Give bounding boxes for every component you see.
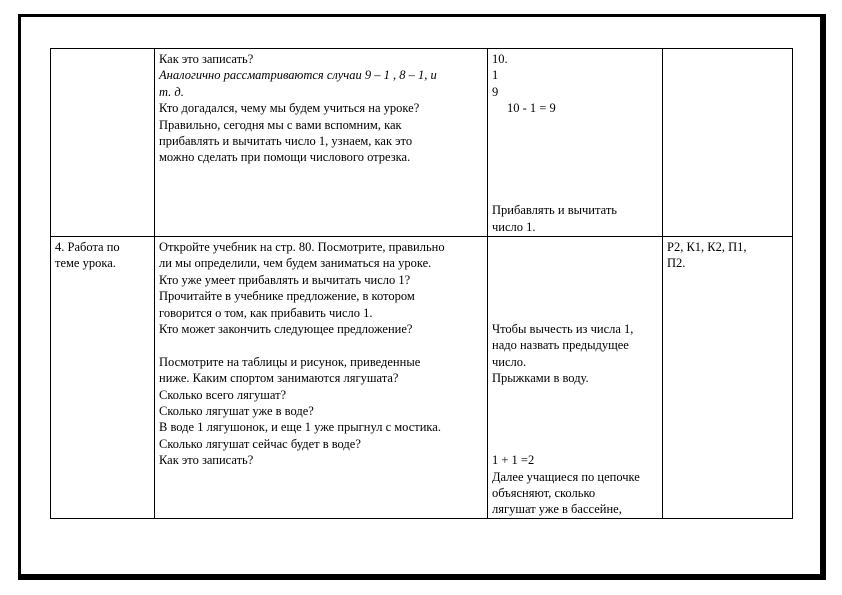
text-line: Как это записать? [159,52,254,66]
text-line: 10 - 1 = 9 [507,101,556,116]
text-line: Посмотрите на таблицы и рисунок, приведенные [159,354,421,369]
text-line: В воде 1 лягушонок, и еще 1 уже прыгнул с мостика. [159,420,441,435]
text-line: 4. Работа по [55,240,120,254]
stage-cell [51,49,155,237]
text-line: Кто уже умеет прибавлять и вычитать число 1? [159,272,411,287]
text-line: ли мы определили, чем будем заниматься на уроке. [159,256,432,271]
competencies-cell [663,49,793,237]
text-line: Далее учащиеся по цепочке [492,469,640,484]
text-line: Сколько всего лягушат? [159,387,287,402]
text-line: можно сделать при помощи числового отрезка. [159,150,411,165]
text-line: прибавлять и вычитать число 1, узнаем, как это [159,134,413,149]
text-line: Откройте учебник на стр. 80. Посмотрите, правильно [159,240,445,254]
student-activity-cell [488,49,663,237]
text-line: 1 + 1 =2 [492,453,535,468]
text-line: 10. [492,52,508,66]
text-line: ниже. Каким спортом занимаются лягушата? [159,371,399,386]
text-line: Сколько лягушат уже в воде? [159,404,314,419]
text-line: теме урока. [55,256,116,271]
text-line: Р2, К1, К2, П1, [667,240,747,254]
text-line: Аналогично рассматриваются случаи 9 – 1 , 8 – 1, и [159,68,437,83]
text-line: Прыжками в воду. [492,371,589,386]
table-row [51,237,793,519]
text-line: Кто может закончить следующее предложение? [159,322,413,337]
text-line: Чтобы вычесть из числа 1, [492,321,634,336]
stage-cell [51,237,155,519]
text-line: Сколько лягушат сейчас будет в воде? [159,436,361,451]
text-line: Правильно, сегодня мы с вами вспомним, как [159,117,402,132]
teacher-activity-cell [155,49,488,237]
text-line: П2. [667,256,686,271]
competencies-cell [663,237,793,519]
lesson-plan-table [50,48,793,519]
text-line: говорится о том, как прибавить число 1. [159,305,373,320]
text-line: число 1. [492,219,536,234]
text-line: т. д. [159,84,184,99]
text-line: число. [492,354,527,369]
text-line: Кто догадался, чему мы будем учиться на уроке? [159,101,420,116]
text-line: Как это записать? [159,453,254,468]
text-line: лягушат уже в бассейне, [492,502,622,517]
text-line: Прибавлять и вычитать [492,203,617,218]
text-line: надо назвать предыдущее [492,338,629,353]
text-line: Прочитайте в учебнике предложение, в котором [159,289,415,304]
text-line: 1 [492,68,499,83]
table-row [51,49,793,237]
teacher-activity-cell [155,237,488,519]
student-activity-cell [488,237,663,519]
text-line: объясняют, сколько [492,485,596,500]
text-line: 9 [492,84,499,99]
